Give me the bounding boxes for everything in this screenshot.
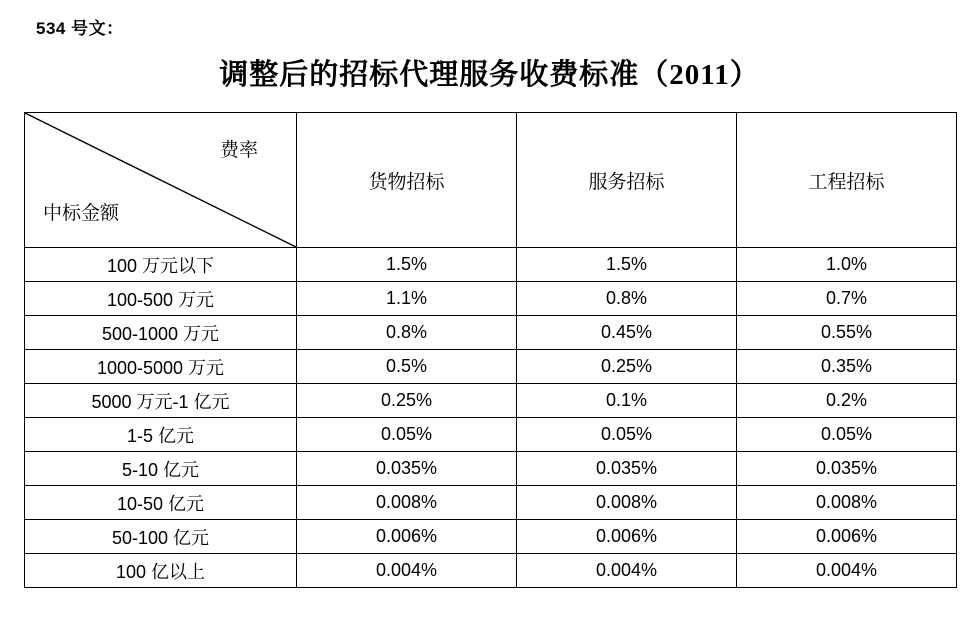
row-label: 100-500 万元 bbox=[25, 282, 297, 316]
table-row bbox=[25, 316, 957, 350]
row-label: 50-100 亿元 bbox=[25, 520, 297, 554]
cell-works: 1.0% bbox=[737, 248, 957, 282]
cell-service: 0.006% bbox=[517, 520, 737, 554]
cell-goods: 0.05% bbox=[297, 418, 517, 452]
diagonal-divider-icon bbox=[25, 113, 296, 247]
column-header-service: 服务招标 bbox=[517, 113, 737, 248]
table-header-row bbox=[25, 113, 957, 248]
row-label: 1000-5000 万元 bbox=[25, 350, 297, 384]
cell-works: 0.004% bbox=[737, 554, 957, 588]
cell-goods: 1.5% bbox=[297, 248, 517, 282]
table-row bbox=[25, 520, 957, 554]
table-row bbox=[25, 554, 957, 588]
cell-works: 0.008% bbox=[737, 486, 957, 520]
corner-rate-label: 费率 bbox=[219, 140, 258, 161]
row-label: 100 万元以下 bbox=[25, 248, 297, 282]
table-row bbox=[25, 486, 957, 520]
corner-amount-label: 中标金额 bbox=[43, 203, 120, 224]
cell-goods: 0.5% bbox=[297, 350, 517, 384]
cell-works: 0.55% bbox=[737, 316, 957, 350]
cell-goods: 0.25% bbox=[297, 384, 517, 418]
cell-works: 0.035% bbox=[737, 452, 957, 486]
row-label: 1-5 亿元 bbox=[25, 418, 297, 452]
table-row bbox=[25, 384, 957, 418]
column-header-goods: 货物招标 bbox=[297, 113, 517, 248]
cell-goods: 0.004% bbox=[297, 554, 517, 588]
cell-service: 0.05% bbox=[517, 418, 737, 452]
table-row bbox=[25, 282, 957, 316]
cell-works: 0.7% bbox=[737, 282, 957, 316]
table-corner-header bbox=[25, 113, 297, 248]
cell-goods: 0.008% bbox=[297, 486, 517, 520]
row-label: 10-50 亿元 bbox=[25, 486, 297, 520]
cell-goods: 0.035% bbox=[297, 452, 517, 486]
cell-service: 0.45% bbox=[517, 316, 737, 350]
cell-works: 0.05% bbox=[737, 418, 957, 452]
row-label: 5000 万元-1 亿元 bbox=[25, 384, 297, 418]
cell-service: 0.004% bbox=[517, 554, 737, 588]
row-label: 500-1000 万元 bbox=[25, 316, 297, 350]
table-row bbox=[25, 350, 957, 384]
row-label: 5-10 亿元 bbox=[25, 452, 297, 486]
cell-service: 0.1% bbox=[517, 384, 737, 418]
cell-service: 1.5% bbox=[517, 248, 737, 282]
table-row bbox=[25, 418, 957, 452]
cell-works: 0.006% bbox=[737, 520, 957, 554]
cell-service: 0.008% bbox=[517, 486, 737, 520]
row-label: 100 亿以上 bbox=[25, 554, 297, 588]
cell-goods: 0.8% bbox=[297, 316, 517, 350]
column-header-works: 工程招标 bbox=[737, 113, 957, 248]
cell-goods: 1.1% bbox=[297, 282, 517, 316]
cell-works: 0.2% bbox=[737, 384, 957, 418]
fee-standard-table bbox=[24, 112, 957, 588]
cell-service: 0.035% bbox=[517, 452, 737, 486]
document-reference: 534 号文： bbox=[36, 19, 124, 38]
table-row bbox=[25, 452, 957, 486]
cell-goods: 0.006% bbox=[297, 520, 517, 554]
table-row bbox=[25, 248, 957, 282]
fee-standard-table-container bbox=[24, 112, 956, 588]
cell-service: 0.8% bbox=[517, 282, 737, 316]
cell-service: 0.25% bbox=[517, 350, 737, 384]
page-title: 调整后的招标代理服务收费标准（2011） bbox=[219, 59, 760, 91]
cell-works: 0.35% bbox=[737, 350, 957, 384]
